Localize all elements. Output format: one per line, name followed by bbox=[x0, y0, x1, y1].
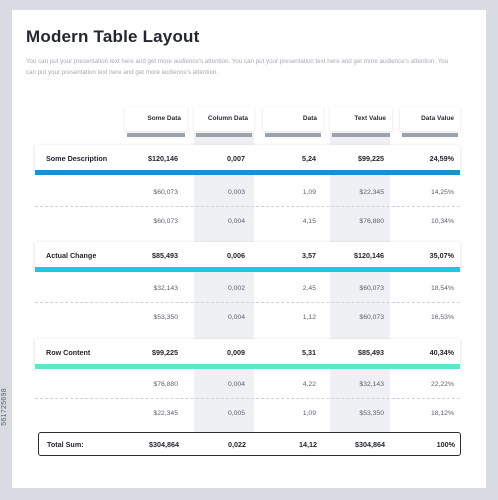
row-divider bbox=[35, 398, 460, 399]
total-label: Total Sum: bbox=[47, 439, 84, 449]
header-label: Text Value bbox=[354, 115, 386, 122]
table-row bbox=[35, 305, 460, 329]
page-description: You can put your presentation text here and get more audience's attention. You can put your presentation text here and get more audience's attention. You can put your presentation text here and get more audience's attention. bbox=[26, 58, 449, 76]
table-cell: $22,345 bbox=[153, 409, 178, 417]
table-cell: 5,31 bbox=[302, 347, 316, 357]
row-accent-bar bbox=[35, 170, 460, 175]
total-cell: 14,12 bbox=[299, 439, 317, 449]
table-cell: 0,006 bbox=[227, 250, 245, 260]
header-data bbox=[263, 107, 323, 131]
table-cell: 22,22% bbox=[430, 380, 454, 388]
table-cell: 18,12% bbox=[430, 409, 454, 417]
table-cell: 2,45 bbox=[302, 284, 316, 292]
table-cell: 0,004 bbox=[227, 217, 245, 225]
table-cell: $60,073 bbox=[359, 313, 384, 321]
table-cell: $53,350 bbox=[359, 409, 384, 417]
table-cell: 4,15 bbox=[302, 217, 316, 225]
header-column-data bbox=[194, 107, 254, 131]
table-row-group bbox=[35, 145, 460, 171]
row-label: Row Content bbox=[46, 347, 91, 357]
table-row-group bbox=[35, 339, 460, 365]
table-cell: 4,22 bbox=[302, 380, 316, 388]
table-cell: $85,493 bbox=[152, 250, 178, 260]
total-cell: 0,022 bbox=[228, 439, 246, 449]
header-underline bbox=[402, 133, 458, 137]
table-cell: $32,143 bbox=[359, 380, 384, 388]
table-cell: $85,493 bbox=[358, 347, 384, 357]
total-cell: $304,864 bbox=[355, 439, 385, 449]
table-cell: 0,002 bbox=[227, 284, 245, 292]
table-row bbox=[35, 401, 460, 425]
header-underline bbox=[332, 133, 390, 137]
table-cell: 35,07% bbox=[429, 250, 454, 260]
header-label: Column Data bbox=[207, 115, 248, 122]
table-cell: 40,34% bbox=[429, 347, 454, 357]
header-some-data bbox=[125, 107, 187, 131]
table-cell: $22,345 bbox=[359, 188, 384, 196]
table-cell: $60,073 bbox=[153, 217, 178, 225]
header-text-value bbox=[330, 107, 392, 131]
table-cell: $120,146 bbox=[354, 250, 384, 260]
header-underline bbox=[196, 133, 252, 137]
table-row bbox=[35, 209, 460, 233]
row-accent-bar bbox=[35, 267, 460, 272]
stock-id: 561725698 bbox=[1, 388, 8, 426]
row-accent-bar bbox=[35, 364, 460, 369]
total-cell: $304,864 bbox=[149, 439, 179, 449]
table-cell: 16,53% bbox=[430, 313, 454, 321]
header-underline bbox=[127, 133, 185, 137]
table-cell: $76,880 bbox=[153, 380, 178, 388]
table-cell: 24,59% bbox=[429, 153, 454, 163]
table-cell: 0,009 bbox=[227, 347, 245, 357]
page-title: Modern Table Layout bbox=[26, 27, 200, 46]
row-label: Actual Change bbox=[46, 250, 97, 260]
table-row-group bbox=[35, 242, 460, 268]
table-cell: $60,073 bbox=[153, 188, 178, 196]
table-row bbox=[35, 276, 460, 300]
table-row bbox=[35, 180, 460, 204]
table-cell: 5,24 bbox=[302, 153, 316, 163]
header-label: Some Data bbox=[147, 115, 181, 122]
table-cell: 14,25% bbox=[430, 188, 454, 196]
table-cell: 18,54% bbox=[430, 284, 454, 292]
header-underline bbox=[265, 133, 321, 137]
row-divider bbox=[35, 206, 460, 207]
table-row bbox=[35, 372, 460, 396]
table-cell: 0,005 bbox=[227, 409, 245, 417]
table-cell: $120,146 bbox=[148, 153, 178, 163]
row-divider bbox=[35, 302, 460, 303]
table-cell: $99,225 bbox=[152, 347, 178, 357]
table-cell: 3,57 bbox=[302, 250, 316, 260]
total-cell: 100% bbox=[436, 439, 455, 449]
table-cell: $32,143 bbox=[153, 284, 178, 292]
table-cell: 0,003 bbox=[227, 188, 245, 196]
table-cell: 1,09 bbox=[302, 409, 316, 417]
header-data-value bbox=[400, 107, 460, 131]
header-label: Data bbox=[302, 115, 317, 122]
table-cell: $60,073 bbox=[359, 284, 384, 292]
table-cell: 0,004 bbox=[227, 380, 245, 388]
table-cell: 0,004 bbox=[227, 313, 245, 321]
header-label: Data Value bbox=[421, 115, 454, 122]
total-row bbox=[38, 432, 461, 456]
table-cell: $76,880 bbox=[359, 217, 384, 225]
row-label: Some Description bbox=[46, 153, 108, 163]
table-cell: 0,007 bbox=[227, 153, 245, 163]
table-cell: $53,350 bbox=[153, 313, 178, 321]
table-cell: $99,225 bbox=[358, 153, 384, 163]
table-cell: 1,12 bbox=[302, 313, 316, 321]
table-cell: 1,09 bbox=[302, 188, 316, 196]
table-cell: 10,34% bbox=[430, 217, 454, 225]
